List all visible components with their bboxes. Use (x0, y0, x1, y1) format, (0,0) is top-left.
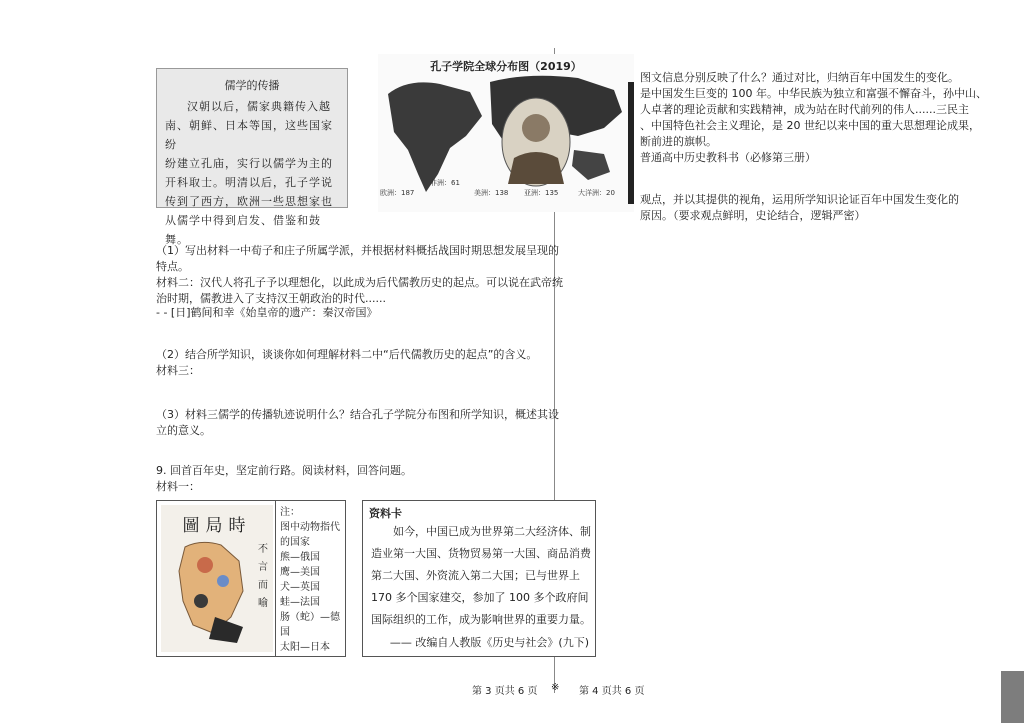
ruxue-line: 南、朝鲜、日本等国，这些国家纷 (165, 119, 333, 151)
cartoon-illustration (161, 505, 273, 652)
question-1-cont: 特点。 (156, 260, 189, 273)
note-line: 熊—俄国 (280, 552, 320, 563)
ruxue-line: 从儒学中得到启发、借鉴和鼓舞。 (165, 214, 321, 246)
material-3-label: 材料三： (156, 364, 200, 377)
cartoon-box (156, 500, 346, 657)
material-2-cont: 治时期，儒教进入了支持汉王朝政治的时代...... (156, 292, 386, 305)
right-line: 是中国发生巨变的 100 年。中华民族为独立和富强不懈奋斗，孙中山、 (640, 87, 987, 100)
note-line: 的国家 (280, 537, 310, 548)
note-line: 注： (280, 507, 300, 518)
ruxue-line: 纷建立孔庙，实行以儒学为主的 (165, 157, 333, 170)
ruxue-line: 汉朝以后，儒家典籍传入越 (187, 100, 331, 113)
right-line: 原因。（要求观点鲜明，史论结合，逻辑严密） (640, 209, 866, 222)
ruxue-spread-image (156, 68, 348, 246)
right-line: 人卓著的理论贡献和实践精神，成为站在时代前列的伟人......三民主 (640, 103, 969, 116)
ruxue-line: 传到了西方，欧洲一些思想家也 (165, 195, 333, 208)
note-line: 犬—英国 (280, 582, 320, 593)
footer-page-left: 第 3 页共 6 页 (472, 686, 538, 697)
right-line: 、中国特色社会主义理论，是 20 世纪以来中国的重大思想理论成果， (640, 119, 980, 132)
footer-separator: ※ (551, 682, 560, 693)
question-3-cont: 立的意义。 (156, 424, 211, 437)
question-9: 9. 回首百年史，坚定前行路。阅读材料，回答问题。 (156, 464, 412, 477)
material-2-source: - - [日]鹤间和幸《始皇帝的遗产：秦汉帝国》 (156, 306, 378, 319)
note-line: 蛙—法国 (280, 597, 320, 608)
material-2: 材料二：汉代人将孔子予以理想化，以此成为后代儒教历史的起点。可以说在武帝统 (156, 276, 563, 289)
card-source: —— 改编自人教版《历史与社会》(九下) (389, 636, 589, 649)
ruxue-line: 开科取士。明清以后，孔子学说 (165, 176, 333, 189)
map-title: 孔子学院全球分布图（2019） (430, 60, 582, 73)
cartoon-notes (280, 505, 345, 655)
map-stat-america: 美洲：138 (474, 189, 509, 197)
right-line: 观点，并以其提供的视角，运用所学知识论证百年中国发生变化的 (640, 193, 959, 206)
ruxue-body (157, 93, 347, 249)
note-line: 太阳—日本 (280, 642, 330, 653)
map-stat-asia: 亚洲：135 (524, 189, 559, 197)
ruxue-title: 儒学的传播 (224, 79, 280, 92)
material-1-label: 材料一： (156, 480, 200, 493)
note-line: 图中动物指代 (280, 522, 340, 533)
cartoon-side-text: 不言而喻 (258, 544, 268, 609)
scrollbar-thumb[interactable] (1001, 671, 1024, 723)
map-stat-africa: 非洲：61 (430, 179, 460, 187)
question-2: （2）结合所学知识，谈谈你如何理解材料二中“后代儒教历史的起点”的含义。 (156, 348, 538, 361)
note-line: 鹰—美国 (280, 567, 320, 578)
resource-card (362, 500, 596, 657)
note-line: 肠（蛇）—德国 (280, 612, 340, 638)
right-line: 断前进的旗帜。 (640, 135, 717, 148)
cartoon-title: 圖局時 (182, 516, 252, 536)
question-3: （3）材料三儒学的传播轨迹说明什么？结合孔子学院分布图和所学知识，概述其设 (156, 408, 559, 421)
footer-page-right: 第 4 页共 6 页 (579, 686, 645, 697)
map-stat-europe: 欧洲：187 (380, 189, 415, 197)
cartoon-image (161, 505, 273, 652)
question-1: （1）写出材料一中荀子和庄子所属学派，并根据材料概括战国时期思想发展呈现的 (156, 244, 559, 257)
card-body: 如今，中国已成为世界第二大经济体、制造业第一大国、货物贸易第一大国、商品消费第二大国、外资流入第二大国；已与世界上 170 多个国家建交，参加了 100 多个政府间国际组织的工作，成为影响世界的重要力量。 (371, 525, 591, 626)
map-stat-oceania: 大洋洲：20 (578, 189, 615, 197)
right-line: 普通高中历史教科书（必修第三册） (640, 151, 816, 164)
confucius-institute-map (378, 54, 634, 212)
right-line: 图文信息分别反映了什么？通过对比，归纳百年中国发生的变化。 (640, 71, 959, 84)
card-title: 资料卡 (369, 507, 402, 520)
